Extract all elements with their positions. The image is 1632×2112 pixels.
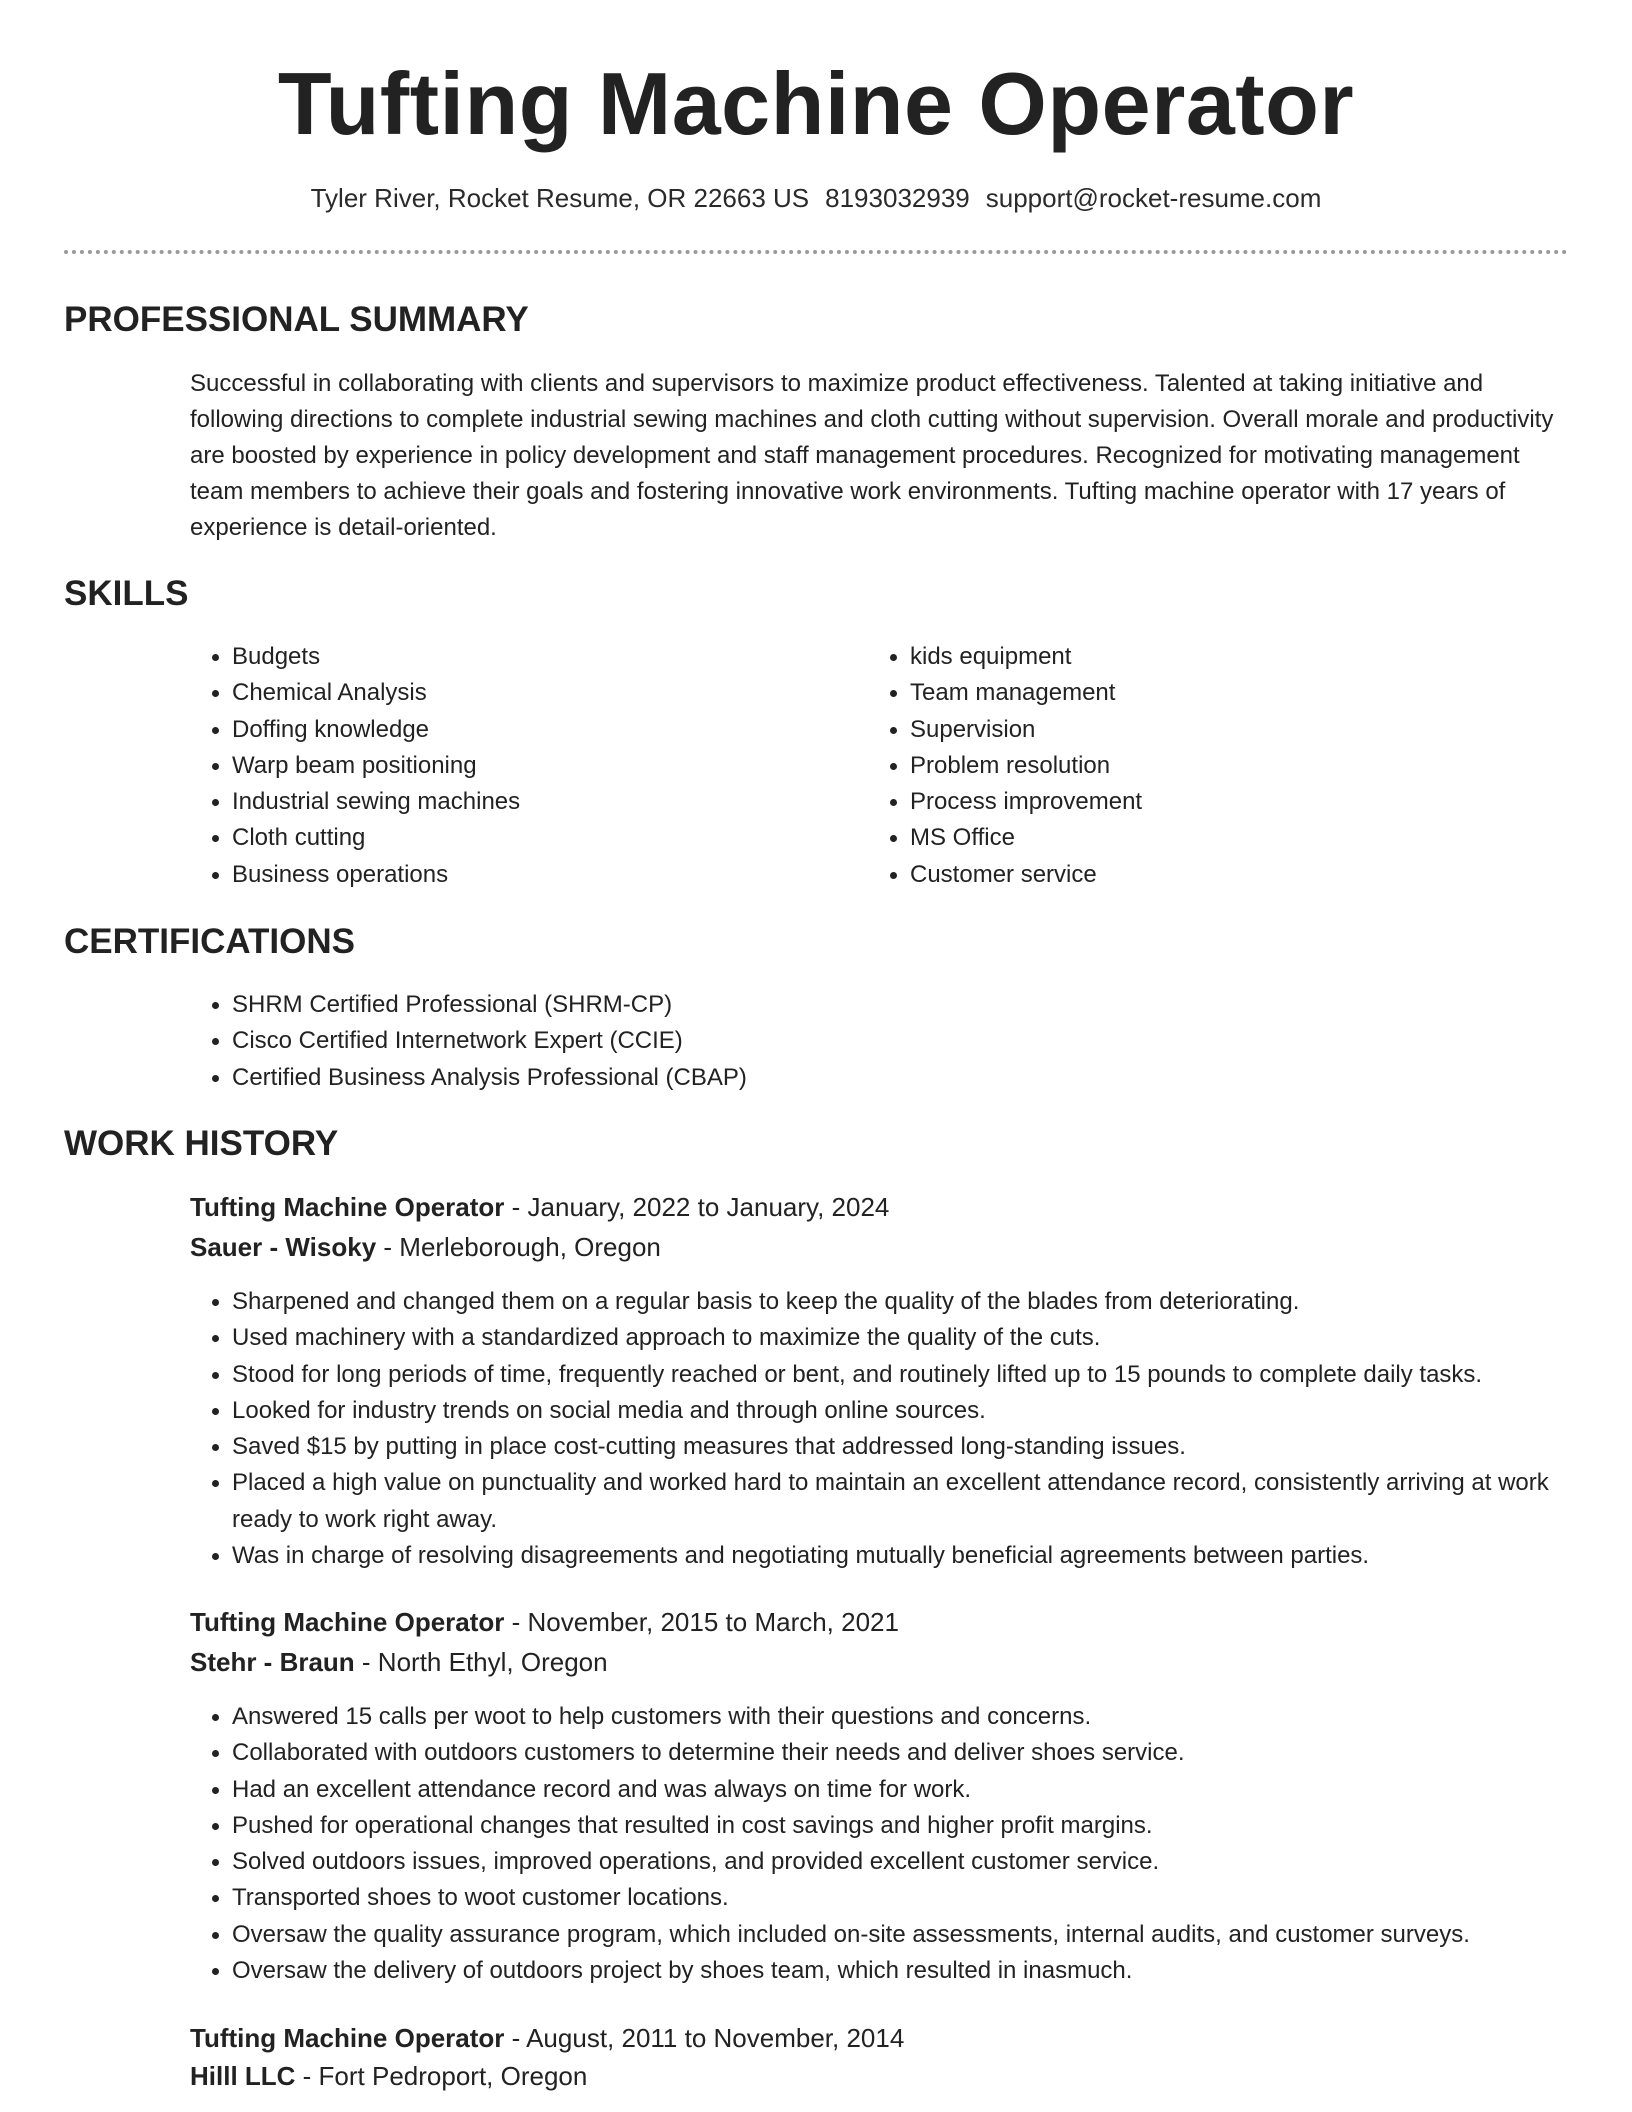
job-dates: January, 2022 to January, 2024 — [527, 1192, 890, 1222]
list-item: • Transported shoes to woot customer locations. — [232, 1880, 1612, 1916]
summary-text: Successful in collaborating with clients and supervisors to maximize product effectiveness. Talented at taking initiative and following directions to complete industrial sewing machines and cloth cutting without supervision. Overall morale and productivity are boosted by experience in policy development and staff management procedures. Recognized for motivating management team members to achieve their goals and fostering innovative work environments. Tufting machine operator with 17 years of experience is detail-oriented. — [190, 370, 1554, 541]
contact-address: Tyler River, Rocket Resume, OR 22663 US — [310, 183, 810, 213]
job-title: Tufting Machine Operator — [190, 1607, 505, 1637]
list-item: • kids equipment — [910, 639, 1510, 675]
list-item: • Placed a high value on punctuality and worked hard to maintain an excellent attendance record, consistently arriving at work ready to work right away. — [232, 1465, 1592, 1538]
list-item: • Chemical Analysis — [232, 675, 832, 711]
list-item: • Used machinery with a standardized approach to maximize the quality of the cuts. — [232, 1320, 1592, 1356]
skills-list-right — [866, 639, 1510, 893]
list-item: • Looked for industry trends on social media and through online sources. — [232, 1393, 1592, 1429]
list-item: • Had an excellent attendance record and was always on time for work. — [232, 1772, 1612, 1808]
job-title: Tufting Machine Operator — [190, 1192, 505, 1222]
list-item: • Sharpened and changed them on a regular basis to keep the quality of the blades from deteriorating. — [232, 1284, 1592, 1320]
job-location: Fort Pedroport, Oregon — [318, 2061, 588, 2091]
list-item: • Process improvement — [910, 784, 1510, 820]
list-item: • Warp beam positioning — [232, 748, 832, 784]
job-company: Sauer - Wisoky — [190, 1232, 377, 1262]
job-location: Merleborough, Oregon — [399, 1232, 661, 1262]
contact-email: support@rocket-resume.com — [985, 183, 1322, 213]
contact-line — [0, 180, 1632, 216]
job-title-line: Tufting Machine Operator - January, 2022 to January, 2024 — [190, 1192, 890, 1222]
list-item: • Collaborated with outdoors customers to determine their needs and deliver shoes service. — [232, 1735, 1612, 1771]
job-company: Hilll LLC — [190, 2061, 296, 2091]
list-item: • Doffing knowledge — [232, 712, 832, 748]
job-company-line: Stehr - Braun - North Ethyl, Oregon — [190, 1647, 608, 1677]
job-duties-list — [188, 1699, 1612, 1989]
list-item: • Problem resolution — [910, 748, 1510, 784]
skills-heading: SKILLS — [64, 574, 189, 613]
list-item: • Solved outdoors issues, improved operations, and provided excellent customer service. — [232, 1844, 1612, 1880]
list-item: • Stood for long periods of time, frequently reached or bent, and routinely lifted up to 15 pounds to complete daily tasks. — [232, 1357, 1592, 1393]
list-item: • Budgets — [232, 639, 832, 675]
summary-heading: PROFESSIONAL SUMMARY — [64, 300, 529, 339]
job-company-line: Sauer - Wisoky - Merleborough, Oregon — [190, 1232, 661, 1262]
job-title-line: Tufting Machine Operator - November, 2015 to March, 2021 — [190, 1607, 899, 1637]
certifications-list — [188, 987, 1432, 1096]
job-title: Tufting Machine Operator — [190, 2023, 505, 2053]
resume-name: Tufting Machine Operator — [277, 54, 1355, 153]
work-history-heading: WORK HISTORY — [64, 1124, 339, 1163]
job-company-line: Hilll LLC - Fort Pedroport, Oregon — [190, 2061, 588, 2091]
job-location: North Ethyl, Oregon — [377, 1647, 608, 1677]
list-item: • Was in charge of resolving disagreements and negotiating mutually beneficial agreements between parties. — [232, 1538, 1592, 1574]
list-item: • Supervision — [910, 712, 1510, 748]
contact-phone: 8193032939 — [825, 183, 970, 213]
list-item: • Saved $15 by putting in place cost-cutting measures that addressed long-standing issues. — [232, 1429, 1592, 1465]
list-item: • SHRM Certified Professional (SHRM-CP) — [232, 987, 1432, 1023]
job-duties-list — [188, 1284, 1592, 1574]
list-item: • Cisco Certified Internetwork Expert (CCIE) — [232, 1023, 1432, 1059]
list-item: • Answered 15 calls per woot to help customers with their questions and concerns. — [232, 1699, 1612, 1735]
job-dates: August, 2011 to November, 2014 — [526, 2023, 905, 2053]
skills-list-left — [188, 639, 832, 893]
job-dates: November, 2015 to March, 2021 — [527, 1607, 899, 1637]
list-item: • Industrial sewing machines — [232, 784, 832, 820]
list-item: • Certified Business Analysis Professional (CBAP) — [232, 1060, 1432, 1096]
job-company: Stehr - Braun — [190, 1647, 355, 1677]
list-item: • Customer service — [910, 857, 1510, 893]
list-item: • Oversaw the quality assurance program, which included on-site assessments, internal audits, and customer surveys. — [232, 1917, 1612, 1953]
certifications-heading: CERTIFICATIONS — [64, 922, 356, 961]
list-item: • MS Office — [910, 820, 1510, 856]
header-divider — [64, 250, 1568, 254]
list-item: • Cloth cutting — [232, 820, 832, 856]
job-title-line: Tufting Machine Operator - August, 2011 to November, 2014 — [190, 2023, 905, 2053]
list-item: • Business operations — [232, 857, 832, 893]
list-item: • Oversaw the delivery of outdoors project by shoes team, which resulted in inasmuch. — [232, 1953, 1612, 1989]
list-item: • Pushed for operational changes that resulted in cost savings and higher profit margins. — [232, 1808, 1612, 1844]
list-item: • Team management — [910, 675, 1510, 711]
